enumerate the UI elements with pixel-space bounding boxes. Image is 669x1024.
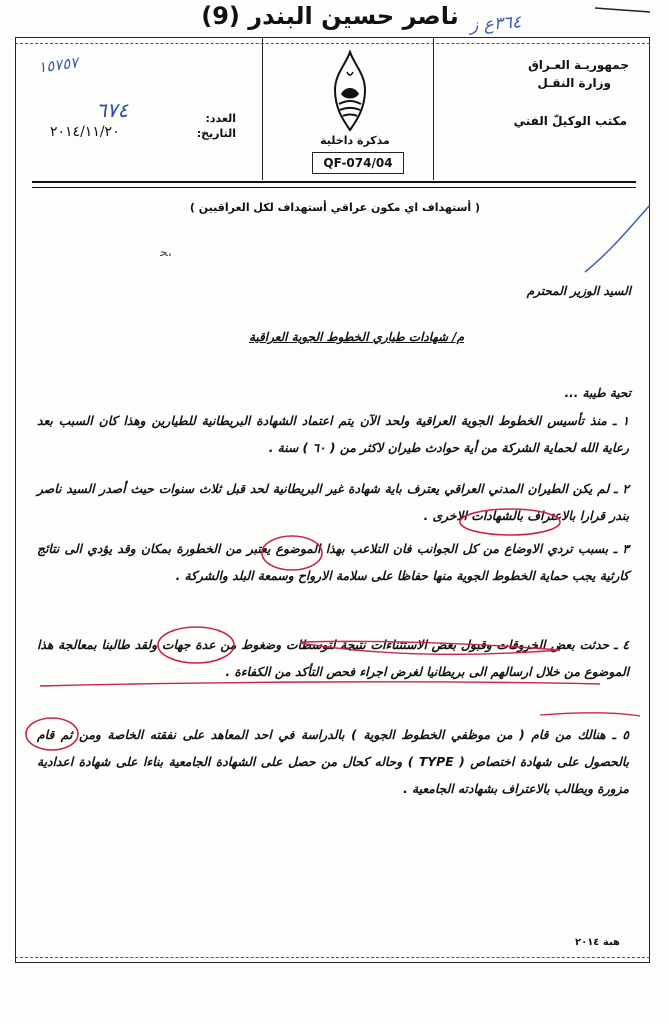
org-ministry: وزارة النقـل	[537, 76, 611, 90]
handwritten-date: ٢٠١٤/١١/٢٠	[50, 124, 120, 140]
paragraph-1: ١ ـ منذ تأسيس الخطوط الجوية العراقية ولحد الآن يتم اعتماد الشهادة البريطانية للطيارين وهذا كان السبب بعد رعاية الله لحماية الشركة من أية حوادث طيران لاكثر من ( ٦٠ ) سنة .	[37, 414, 629, 455]
airline-logo-icon	[327, 50, 373, 132]
paragraph-5: ٥ ـ هنالك من قام ( من موظفي الخطوط الجوية ) بالدراسة في احد المعاهد على نفقته الخاصة ومن ثم قام بالحصول على شهادة اختصاص ( TYPE ) وحاله كحال من حصل على الشهادة الجامعية بناءا على شهادة اعدادية مزورة ويطالب بالاعتراف بشهادته الجامعية .	[37, 728, 629, 796]
handwritten-reference-top: ٣٦٤ع ز	[469, 12, 522, 36]
frame-dashed-bottom	[15, 957, 650, 958]
form-code-box: QF-074/04	[312, 152, 404, 174]
paragraph-2: ٢ ـ لم يكن الطيران المدني العراقي يعترف باية شهادة غير البريطانية لحد قبل ثلاث سنوات حيث أصدر السيد ناصر بندر قرارا بالاعتراف بالشهادات الاخرى .	[37, 482, 629, 523]
pen-stroke-top	[595, 8, 650, 12]
pen-mark: ﺤ،	[160, 245, 172, 259]
subject-line: م/ شهادات طياري الخطوط الجوية العراقية	[248, 330, 464, 344]
greeting: تحية طيبة ...	[564, 386, 631, 400]
org-office: مكتب الوكيلّ الفني	[513, 114, 627, 128]
frame-dashed-top	[15, 43, 650, 44]
org-republic: جمهوريـة العـراق	[528, 58, 629, 72]
number-label: العدد:	[205, 112, 236, 125]
footer-note: هبة ٢٠١٤	[575, 937, 620, 948]
paragraph-3: ٣ ـ بسبب تردي الاوضاع من كل الجوانب فان التلاعب بهذا الموضوع يعتبر من الخطورة بمكان وقد يؤدي الى نتائج كارثية يجب حماية الخطوط الجوية منها حفاظا على سلامة الارواح وسمعة البلد والشركة .	[37, 542, 629, 583]
header-divider-right	[433, 38, 434, 180]
handwritten-number: ٦٧٤	[96, 98, 129, 122]
header-divider-left	[262, 38, 263, 180]
date-label: التاريخ:	[196, 127, 236, 140]
paragraph-4: ٤ ـ حدثت بعض الخروقات وقبول بعض الاستثناءات نتيجة لتوسطات وضغوط من عدة جهات ولقد طالبنا بمعالجة هذا الموضوع من خلال ارسالهم الى بريطانيا لغرض اجراء فحص التأكد من الكفاءة .	[37, 638, 629, 679]
header-rule-thin	[32, 187, 636, 188]
header-rule-thick	[32, 181, 636, 183]
addressee: السيد الوزير المحترم	[526, 284, 631, 298]
memo-type-label: مذكرة داخلية	[320, 134, 390, 147]
page-heading: ناصر حسين البندر (9)	[201, 2, 459, 30]
slogan: ( أستهداف اي مكون عراقي أستهداف لكل العراقيين )	[189, 201, 481, 214]
handwritten-reference-left: ١٥٧٥٧	[36, 53, 80, 77]
